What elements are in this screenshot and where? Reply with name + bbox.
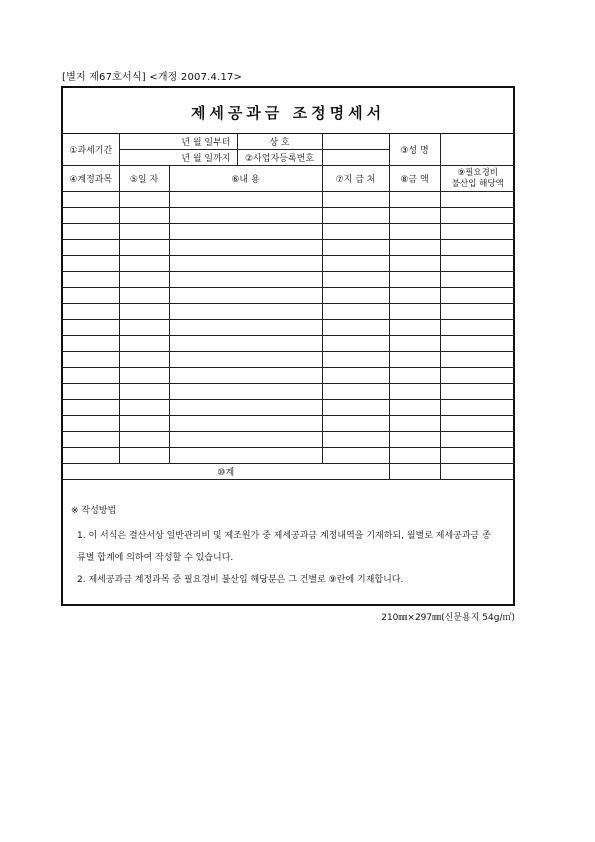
entry-account[interactable] (63, 416, 119, 432)
entry-payee[interactable] (322, 304, 389, 320)
trade-name-value[interactable] (322, 134, 389, 150)
entry-payee[interactable] (322, 448, 389, 464)
entry-content[interactable] (169, 384, 322, 400)
entry-amount[interactable] (389, 240, 440, 256)
entry-date[interactable] (119, 368, 169, 384)
entry-payee[interactable] (322, 208, 389, 224)
entry-account[interactable] (63, 320, 119, 336)
table-row (63, 336, 515, 352)
entry-date[interactable] (119, 272, 169, 288)
entry-nondeductible[interactable] (440, 368, 515, 384)
entry-amount[interactable] (389, 224, 440, 240)
entry-nondeductible[interactable] (440, 432, 515, 448)
entry-content[interactable] (169, 208, 322, 224)
table-row (63, 208, 515, 224)
entry-date[interactable] (119, 400, 169, 416)
entry-content[interactable] (169, 416, 322, 432)
entry-content[interactable] (169, 400, 322, 416)
entry-account[interactable] (63, 368, 119, 384)
entry-date[interactable] (119, 304, 169, 320)
entry-nondeductible[interactable] (440, 448, 515, 464)
table-row (63, 224, 515, 240)
entry-date[interactable] (119, 336, 169, 352)
entry-date[interactable] (119, 256, 169, 272)
entry-amount[interactable] (389, 368, 440, 384)
entry-payee[interactable] (322, 368, 389, 384)
biz-no-value[interactable] (322, 150, 389, 166)
entry-amount[interactable] (389, 400, 440, 416)
entry-content[interactable] (169, 256, 322, 272)
entry-payee[interactable] (322, 336, 389, 352)
table-row (63, 304, 515, 320)
col-payee: ⑦지 급 처 (322, 166, 389, 192)
table-row (63, 272, 515, 288)
entry-payee[interactable] (322, 432, 389, 448)
entry-date[interactable] (119, 240, 169, 256)
entry-nondeductible[interactable] (440, 240, 515, 256)
entry-amount[interactable] (389, 208, 440, 224)
table-row (63, 368, 515, 384)
col-date: ⑤일 자 (119, 166, 169, 192)
entry-account[interactable] (63, 272, 119, 288)
entry-content[interactable] (169, 224, 322, 240)
col-amount: ⑧금 액 (389, 166, 440, 192)
entry-account[interactable] (63, 352, 119, 368)
table-row (63, 256, 515, 272)
table-row (63, 240, 515, 256)
table-row (63, 288, 515, 304)
entry-payee[interactable] (322, 384, 389, 400)
entry-nondeductible[interactable] (440, 400, 515, 416)
entry-nondeductible[interactable] (440, 192, 515, 208)
entry-content[interactable] (169, 432, 322, 448)
entry-nondeductible[interactable] (440, 208, 515, 224)
entry-content[interactable] (169, 304, 322, 320)
entry-content[interactable] (169, 448, 322, 464)
table-row (63, 384, 515, 400)
entry-nondeductible[interactable] (440, 272, 515, 288)
table-row (63, 448, 515, 464)
paper-spec: 210㎜×297㎜(신문용지 54g/㎡) (381, 613, 515, 623)
entry-nondeductible[interactable] (440, 224, 515, 240)
col-nondeductible (440, 166, 515, 192)
entry-payee[interactable] (322, 352, 389, 368)
table-row (63, 416, 515, 432)
entry-nondeductible[interactable] (440, 416, 515, 432)
entry-amount[interactable] (389, 432, 440, 448)
entry-amount[interactable] (389, 272, 440, 288)
entry-amount[interactable] (389, 352, 440, 368)
entry-account[interactable] (63, 384, 119, 400)
entry-date[interactable] (119, 208, 169, 224)
entry-account[interactable] (63, 336, 119, 352)
entry-date[interactable] (119, 448, 169, 464)
instructions-title: ※ 작성방법 (71, 506, 117, 516)
entry-amount[interactable] (389, 416, 440, 432)
biz-no-label: ②사업자등록번호 (237, 150, 322, 166)
entry-payee[interactable] (322, 256, 389, 272)
table-row (63, 432, 515, 448)
entry-nondeductible[interactable] (440, 320, 515, 336)
col-nondeductible-line2: 불산입 해당액 (451, 178, 504, 189)
entry-account[interactable] (63, 224, 119, 240)
entry-amount[interactable] (389, 288, 440, 304)
col-content: ⑥내 용 (169, 166, 322, 192)
col-account: ④계정과목 (63, 166, 119, 192)
entry-date[interactable] (119, 224, 169, 240)
entry-amount[interactable] (389, 384, 440, 400)
entry-nondeductible[interactable] (440, 288, 515, 304)
entry-date[interactable] (119, 432, 169, 448)
total-amount[interactable] (389, 464, 440, 480)
entry-nondeductible[interactable] (440, 256, 515, 272)
instruction-item: 1. 이 서식은 결산서상 일반관리비 및 제조원가 중 제세공과금 계정내역을 기재하되, 월별로 제세공과금 종류별 합계에 의하여 작성할 수 있습니다. (77, 531, 491, 563)
entry-date[interactable] (119, 352, 169, 368)
tax-period-label: ①과세기간 (63, 134, 119, 166)
entry-account[interactable] (63, 432, 119, 448)
entry-content[interactable] (169, 352, 322, 368)
entry-amount[interactable] (389, 448, 440, 464)
entry-payee[interactable] (322, 240, 389, 256)
form-number: [별지 제67호서식] <개정 2007.4.17> (62, 72, 243, 83)
table-row (63, 352, 515, 368)
entry-payee[interactable] (322, 416, 389, 432)
entry-date[interactable] (119, 384, 169, 400)
entry-payee[interactable] (322, 288, 389, 304)
entry-amount[interactable] (389, 256, 440, 272)
table-row (63, 320, 515, 336)
entry-payee[interactable] (322, 272, 389, 288)
entry-date[interactable] (119, 192, 169, 208)
form-title: 제세공과금 조정명세서 (190, 104, 386, 122)
entry-amount[interactable] (389, 192, 440, 208)
entry-content[interactable] (169, 240, 322, 256)
entry-content[interactable] (169, 320, 322, 336)
col-nondeductible-line1: ⑨필요경비 (457, 167, 498, 178)
adjustment-table (63, 133, 515, 480)
entry-content[interactable] (169, 288, 322, 304)
entry-content[interactable] (169, 368, 322, 384)
entry-content[interactable] (169, 192, 322, 208)
entry-payee[interactable] (322, 320, 389, 336)
entry-amount[interactable] (389, 320, 440, 336)
entry-account[interactable] (63, 256, 119, 272)
period-to: 년 월 일까지 (119, 150, 237, 166)
entry-account[interactable] (63, 304, 119, 320)
form-frame (61, 86, 515, 606)
entry-account[interactable] (63, 208, 119, 224)
total-nondeductible[interactable] (440, 464, 515, 480)
entry-payee[interactable] (322, 400, 389, 416)
entry-content[interactable] (169, 336, 322, 352)
name-label: ③성 명 (389, 134, 440, 166)
entry-nondeductible[interactable] (440, 304, 515, 320)
entry-content[interactable] (169, 272, 322, 288)
total-label: ⑩계 (63, 464, 389, 480)
table-row (63, 400, 515, 416)
name-value[interactable] (440, 134, 515, 166)
entry-date[interactable] (119, 320, 169, 336)
period-from: 년 월 일부터 (119, 134, 237, 150)
entry-amount[interactable] (389, 336, 440, 352)
trade-name-label: 상 호 (237, 134, 322, 150)
entry-account[interactable] (63, 288, 119, 304)
entry-account[interactable] (63, 192, 119, 208)
entry-account[interactable] (63, 448, 119, 464)
table-row (63, 192, 515, 208)
instruction-item: 2. 제세공과금 계정과목 중 필요경비 불산입 해당분은 그 건별로 ⑨란에 기재합니다. (77, 575, 404, 585)
entry-nondeductible[interactable] (440, 352, 515, 368)
entry-date[interactable] (119, 416, 169, 432)
entry-payee[interactable] (322, 224, 389, 240)
entry-nondeductible[interactable] (440, 336, 515, 352)
entry-amount[interactable] (389, 304, 440, 320)
entry-payee[interactable] (322, 192, 389, 208)
entry-account[interactable] (63, 400, 119, 416)
entry-date[interactable] (119, 288, 169, 304)
entry-nondeductible[interactable] (440, 384, 515, 400)
entry-account[interactable] (63, 240, 119, 256)
